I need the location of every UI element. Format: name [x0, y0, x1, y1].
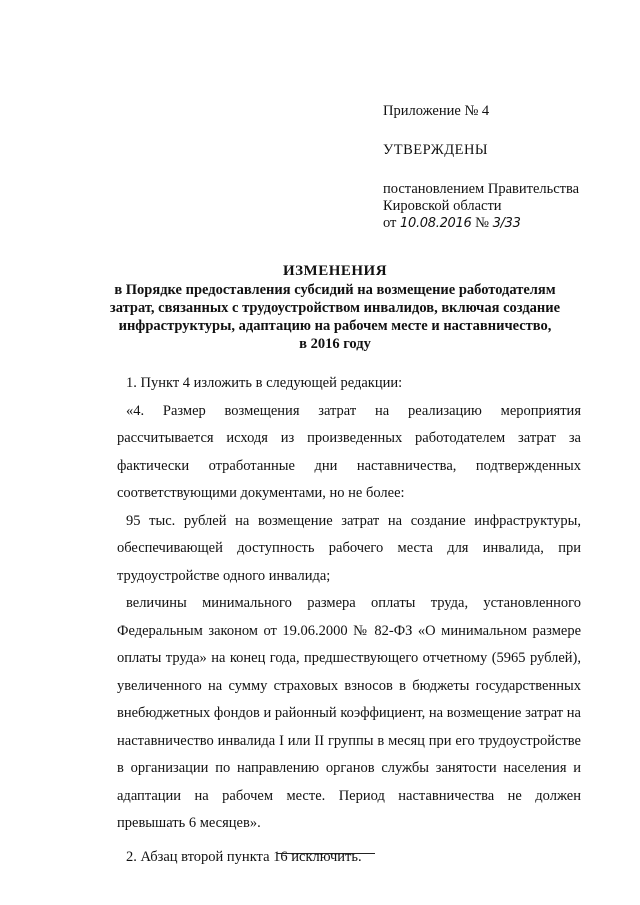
number-label: №	[475, 215, 489, 231]
document-body	[117, 370, 581, 871]
heading-line-4: в 2016 году	[299, 336, 371, 352]
handwritten-number: 3/33	[492, 216, 521, 231]
approval-block	[383, 103, 623, 232]
approved-label: УТВЕРЖДЕНЫ	[383, 142, 489, 158]
heading-line-2: затрат, связанных с трудоустройством инвалидов, включая создание	[109, 300, 561, 316]
document-heading	[80, 262, 590, 353]
paragraph-2: «4. Размер возмещения затрат на реализацию мероприятия рассчитывается исходя из произведенных работодателем затрат за фактически отработанные дни наставничества, подтвержденных соответствующими документами, но не более:	[117, 402, 581, 501]
decree-reference	[383, 181, 623, 232]
paragraph-4: величины минимального размера оплаты труда, установленного Федеральным законом от 19.06.2000 № 82-ФЗ «О минимальном размере оплаты труда» на конец года, предшествующего отчетному (5965 рублей), увеличенного на сумму страховых взносов в бюджеты государственных внебюджетных фондов и районный коэффициент, на возмещение затрат на наставничество инвалида I или II группы в месяц при его трудоустройстве в организации по направлению органов службы занятости населения и адаптации на рабочем месте. Период наставничества не должен превышать 6 месяцев».	[117, 595, 581, 831]
decree-line-1: постановлением Правительства	[383, 181, 580, 197]
heading-line-3: инфраструктуры, адаптацию на рабочем месте и наставничество,	[118, 318, 552, 334]
paragraph-1: 1. Пункт 4 изложить в следующей редакции:	[126, 375, 403, 391]
heading-line-1: в Порядке предоставления субсидий на возмещение работодателям	[114, 282, 556, 298]
handwritten-date: 10.08.2016	[400, 216, 472, 231]
date-prefix: от	[383, 215, 397, 231]
paragraph-5: 2. Абзац второй пункта 16 исключить.	[126, 848, 362, 865]
paragraph-3: 95 тыс. рублей на возмещение затрат на создание инфраструктуры, обеспечивающей доступность рабочего места для инвалида, при трудоустройстве одного инвалида;	[117, 512, 581, 584]
closing-rule	[277, 853, 375, 854]
decree-line-2: Кировской области	[383, 198, 502, 214]
appendix-number: Приложение № 4	[383, 103, 490, 119]
decree-date-line	[383, 215, 623, 232]
document-title: ИЗМЕНЕНИЯ	[282, 263, 388, 279]
